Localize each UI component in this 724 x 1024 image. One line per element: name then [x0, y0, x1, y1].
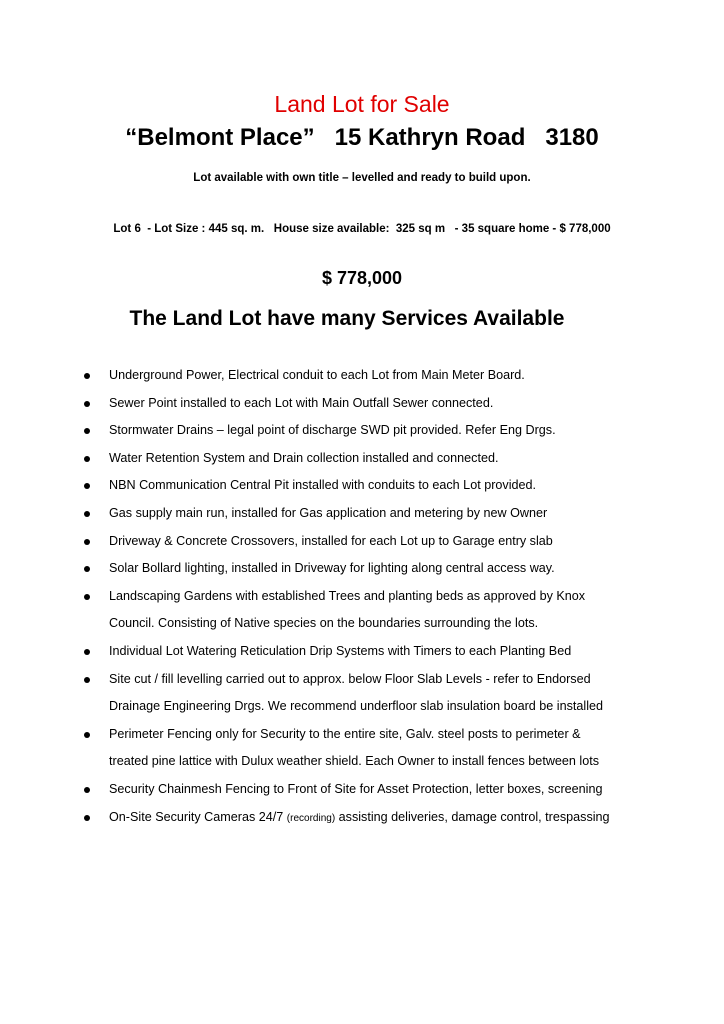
bullet-icon — [84, 456, 90, 462]
list-item-text: Sewer Point installed to each Lot with Main Outfall Sewer connected. — [109, 395, 494, 410]
services-heading: The Land Lot have many Services Available — [129, 307, 565, 330]
services-list — [84, 362, 704, 832]
bullet-icon — [84, 732, 90, 738]
list-item — [84, 804, 704, 833]
bullet-icon — [84, 401, 90, 407]
list-item — [84, 721, 704, 776]
bullet-icon — [84, 566, 90, 572]
bullet-icon — [84, 539, 90, 545]
bullet-icon — [84, 428, 90, 434]
list-item-text: Underground Power, Electrical conduit to each Lot from Main Meter Board. — [109, 368, 525, 382]
list-item-text-continued: Council. Consisting of Native species on the boundaries surrounding the lots. — [109, 616, 539, 631]
bullet-icon — [84, 483, 90, 489]
list-item — [84, 555, 704, 583]
bullet-icon — [84, 815, 90, 821]
list-item — [84, 417, 704, 445]
list-item-text-continued: treated pine lattice with Dulux weather shield. Each Owner to install fences between lots — [109, 754, 600, 769]
bullet-icon — [84, 677, 90, 683]
list-item-text-group — [109, 804, 704, 833]
page-title: Land Lot for Sale — [274, 91, 450, 117]
list-item-text: Water Retention System and Drain collection installed and connected. — [109, 450, 499, 465]
list-item-text: Stormwater Drains – legal point of discharge SWD pit provided. Refer Eng Drgs. — [109, 423, 556, 438]
bullet-icon — [84, 511, 90, 517]
property-address: “Belmont Place” 15 Kathryn Road 3180 — [125, 124, 599, 151]
bullet-icon — [84, 373, 90, 379]
list-item-text-continued: Drainage Engineering Drgs. We recommend underfloor slab insulation board be installed — [109, 699, 604, 714]
list-item — [84, 362, 704, 390]
list-item — [84, 776, 704, 804]
lot-availability-note: Lot available with own title – levelled and ready to build upon. — [193, 172, 531, 184]
list-item-text: On-Site Security Cameras 24/7 — [109, 809, 287, 824]
list-item — [84, 583, 704, 638]
list-item — [84, 666, 704, 721]
bullet-icon — [84, 594, 90, 600]
list-item — [84, 638, 704, 666]
list-item-text-end: assisting deliveries, damage control, trespassing — [335, 809, 610, 824]
list-item-text: Solar Bollard lighting, installed in Driveway for lighting along central access way. — [109, 561, 555, 576]
list-item — [84, 390, 704, 418]
price: $ 778,000 — [321, 268, 403, 288]
list-item-text: Site cut / fill levelling carried out to approx. below Floor Slab Levels - refer to Endorsed — [109, 671, 591, 686]
recording-note: (recording) — [286, 812, 336, 824]
list-item — [84, 500, 704, 528]
bullet-icon — [84, 649, 90, 655]
lot-details: Lot 6 - Lot Size : 445 sq. m. House size available: 325 sq m - 35 square home - $ 778,000 — [113, 223, 611, 235]
list-item-text: Perimeter Fencing only for Security to the entire site, Galv. steel posts to perimeter & — [109, 726, 581, 741]
bullet-icon — [84, 787, 90, 793]
list-item-text: Security Chainmesh Fencing to Front of Site for Asset Protection, letter boxes, screening — [109, 781, 603, 796]
list-item-text: Gas supply main run, installed for Gas application and metering by new Owner — [109, 505, 548, 520]
list-item — [84, 528, 704, 556]
list-item-text: NBN Communication Central Pit installed with conduits to each Lot provided. — [109, 478, 537, 493]
list-item-text: Individual Lot Watering Reticulation Drip Systems with Timers to each Planting Bed — [109, 643, 572, 658]
list-item — [84, 445, 704, 473]
list-item-text: Landscaping Gardens with established Trees and planting beds as approved by Knox — [109, 588, 586, 603]
list-item-text: Driveway & Concrete Crossovers, installed for each Lot up to Garage entry slab — [109, 533, 553, 548]
list-item — [84, 472, 704, 500]
